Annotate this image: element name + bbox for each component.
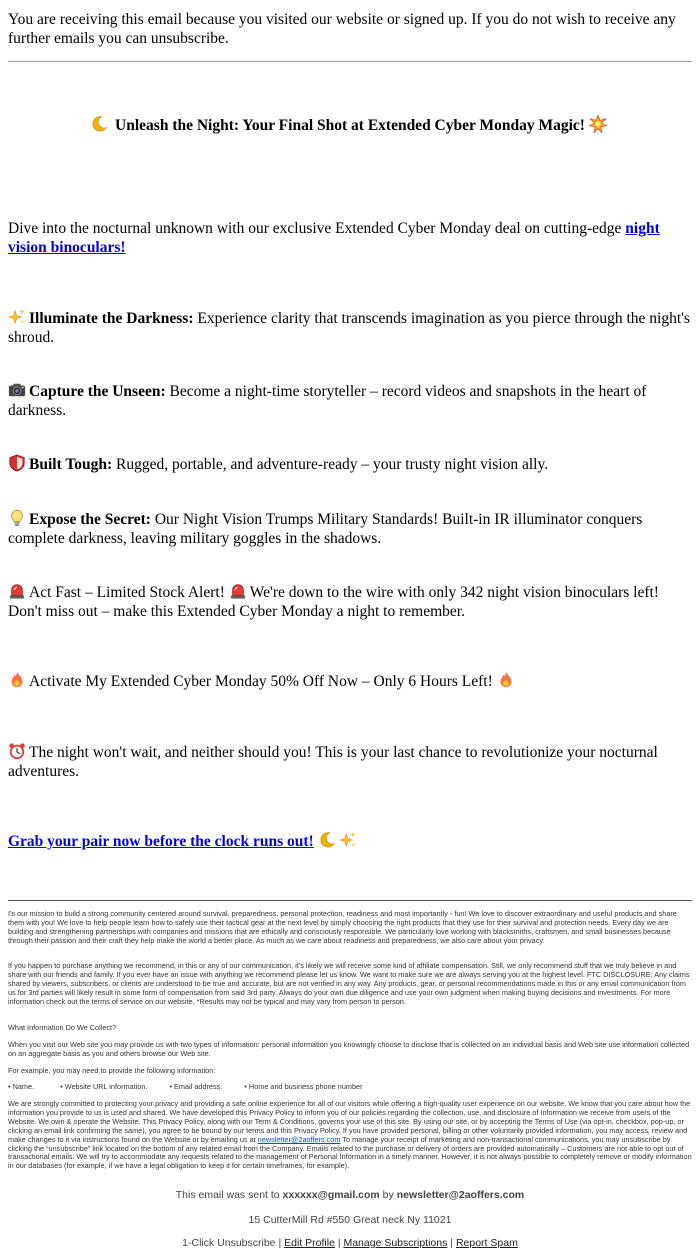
sent-by-prefix: by [379,1189,397,1201]
feature-title: Expose the Secret: [29,511,151,528]
sender-email: newsletter@2aoffers.com [396,1189,525,1201]
feature-title: Illuminate the Darkness: [29,310,194,327]
feature-item [8,454,692,474]
urgency-line [8,742,692,781]
list-item: • Name. [8,1082,35,1091]
urgency-text: The night won't wait, and neither should you! This is your last chance to revolutionize your nocturnal adventures. [8,744,658,780]
night-vision-link[interactable]: night vision binoculars! [8,220,660,256]
sparkles-icon [8,308,26,326]
feature-text: Experience clarity that transcends imagination as you pierce through the night's shroud. [8,310,690,346]
feature-text: Become a night-time storyteller – record videos and snapshots in the heart of darkness. [8,383,647,419]
police-light-icon [8,582,26,600]
report-spam-link[interactable]: Report Spam [455,1237,518,1249]
feature-text: Our Night Vision Trumps Military Standards! Built-in IR illuminator conquers complete darkness, leaving military goggles in the shadows. [8,511,643,547]
edit-profile-link[interactable]: Edit Profile [284,1237,335,1249]
feature-title: Built Tough: [29,456,113,473]
footer-divider [8,900,692,901]
feature-item [8,509,692,548]
alert-text-b: We're down to the wire with only 342 night vision binoculars left! Don't miss out – make this Extended Cyber Monday a night to remember. [8,584,659,620]
fire-icon [8,671,26,689]
alarm-clock-icon [8,742,26,760]
feature-item [8,381,692,420]
privacy-paragraph [8,1100,692,1171]
police-light-icon [229,582,247,600]
explosion-star-icon [589,115,607,133]
sent-line [8,1189,692,1201]
collect-question: What Information Do We Collect? [8,1023,117,1032]
disclosure-paragraph: If you happen to purchase anything we recommend, in this or any of our communication, it's likely we will receive some kind of affiliate compensation. Still, we only recommend stuff that we truly believe in and share with our friends and family. If you ever have an issue with anything we recommend please let us know. We want to make sure we are always serving you at the highest level. FTC DISCLOSURE: Any claims shared by viewers, subscribers, or clients are understood to be true and accurate, but are not verified in any way. Any products, gear, or personal recommendations made in this or any email communication from us for 3rd parties will likely result in some form of compensation from said 3rd party. Always do your own due diligence and use your own judgment when making buying decisions and investments. For more information check out the terms of service on our website. *Results may not be typical and may vary from person to person. [8,961,690,1006]
info-list [8,1083,692,1092]
privacy-text-a: We are strongly committed to protecting your privacy and providing a safe online experience for all of our visitors while offering a high-quality user experience on our website. We know that you care about how the information you provide to us is used and shared. We have developed this Privacy Policy to inform you of our policies regarding the collection, use, and disclosure of Information we receive from users of the Website. We own & operate the Website. This Privacy Policy, along with our Term & Conditions, governs your use of this site. By using our site, or by accepting the Terms of Use (via opt-in, checkbox, pop-up, or clicking an email link confirming the same), you agree to be bound by our terms and this Privacy Policy. If you have provided personal, billing or other voluntarily provided information, you may access, review and make changes to it via instructions found on the Website or by emailing us at [8,1099,691,1144]
collect-paragraph: When you visit our Web site you may provide us with two types of information: personal information you knowingly choose to disclose that is collected on an individual basis and Web site use information collected on an aggregate basis as you and others browse our Web site. [8,1040,690,1058]
separator: | [337,1237,341,1249]
feature-text: Rugged, portable, and adventure-ready – your trusty night vision ally. [112,456,549,473]
top-divider [8,61,692,62]
cta-line [8,831,692,851]
recipient-email: xxxxxx@gmail.com [282,1189,380,1201]
alert-text-a: Act Fast – Limited Stock Alert! [29,584,225,601]
privacy-email-link[interactable]: newsletter@2aoffers.com [257,1134,341,1144]
feature-item [8,308,692,347]
list-item: • Home and business phone number [244,1082,363,1091]
offer-line [8,671,692,691]
sparkles-icon [339,831,357,849]
sent-prefix: This email was sent to [175,1189,283,1201]
privacy-text-b: To manage your receipt of marketing and non-transactional communications, you may unsubscribe by clicking the “unsubscribe” link located on the bottom of any related email from the Company. Emails related to the purchase or delivery of orders are provided automatically – Customers are not able to opt out of transactional emails. We will try to accommodate any requests related to the management of Personal Information in a timely manner. However, it is not always possible to completely remove or modify information in our databases (for example, if we have a legal obligation to keep it for certain timeframes, for example). [8,1134,692,1171]
separator: | [450,1237,454,1249]
feature-title: Capture the Unseen: [29,383,166,400]
headline-text: Unleash the Night: Your Final Shot at Extended Cyber Monday Magic! [115,117,585,134]
fire-icon [497,671,515,689]
headline [8,115,692,135]
crescent-moon-icon [90,115,108,133]
camera-icon [8,381,26,399]
separator: | [278,1237,282,1249]
example-paragraph: For example, you may need to provide the following information: [8,1066,216,1075]
offer-text: Activate My Extended Cyber Monday 50% Off Now – Only 6 Hours Left! [29,673,493,690]
footer-links [8,1237,692,1249]
list-item: • Email address. [169,1082,223,1091]
postal-address: 15 CutterMill Rd #550 Great neck Ny 11021 [248,1214,452,1226]
mission-paragraph: I's our mission to build a strong community centered around survival, preparedness, personal protection, readiness and most importantly - fun! We love to discover extraordinary and useful products and share them with you! We love to help people learn how to safely use their tactical gear at the next level by simply choosing the right products that they use for their survival and protection needs. Every day we are building and strengthening partnerships with companies and missions that are ethically and consciously responsible. We particularly love working with blacksmiths, craftsmen, and small businesses because through their passion and their craft they help make the world a better place. As much as we care about readiness and preparedness, we also care about your privacy. [8,909,677,945]
list-item: • Website URL information. [60,1082,148,1091]
manage-subscriptions-link[interactable]: Manage Subscriptions [343,1237,448,1249]
stock-alert [8,582,692,621]
shield-icon [8,454,26,472]
lightbulb-icon [8,509,26,527]
crescent-moon-icon [318,831,336,849]
lead-text: Dive into the nocturnal unknown with our exclusive Extended Cyber Monday deal on cutting-edge [8,220,626,237]
cta-link[interactable]: Grab your pair now before the clock runs out! [8,833,314,850]
unsubscribe-label[interactable]: 1-Click Unsubscribe [182,1237,276,1249]
lead-paragraph [8,219,692,257]
intro-text: You are receiving this email because you visited our website or signed up. If you do not wish to receive any further emails you can unsubscribe. [8,11,676,47]
